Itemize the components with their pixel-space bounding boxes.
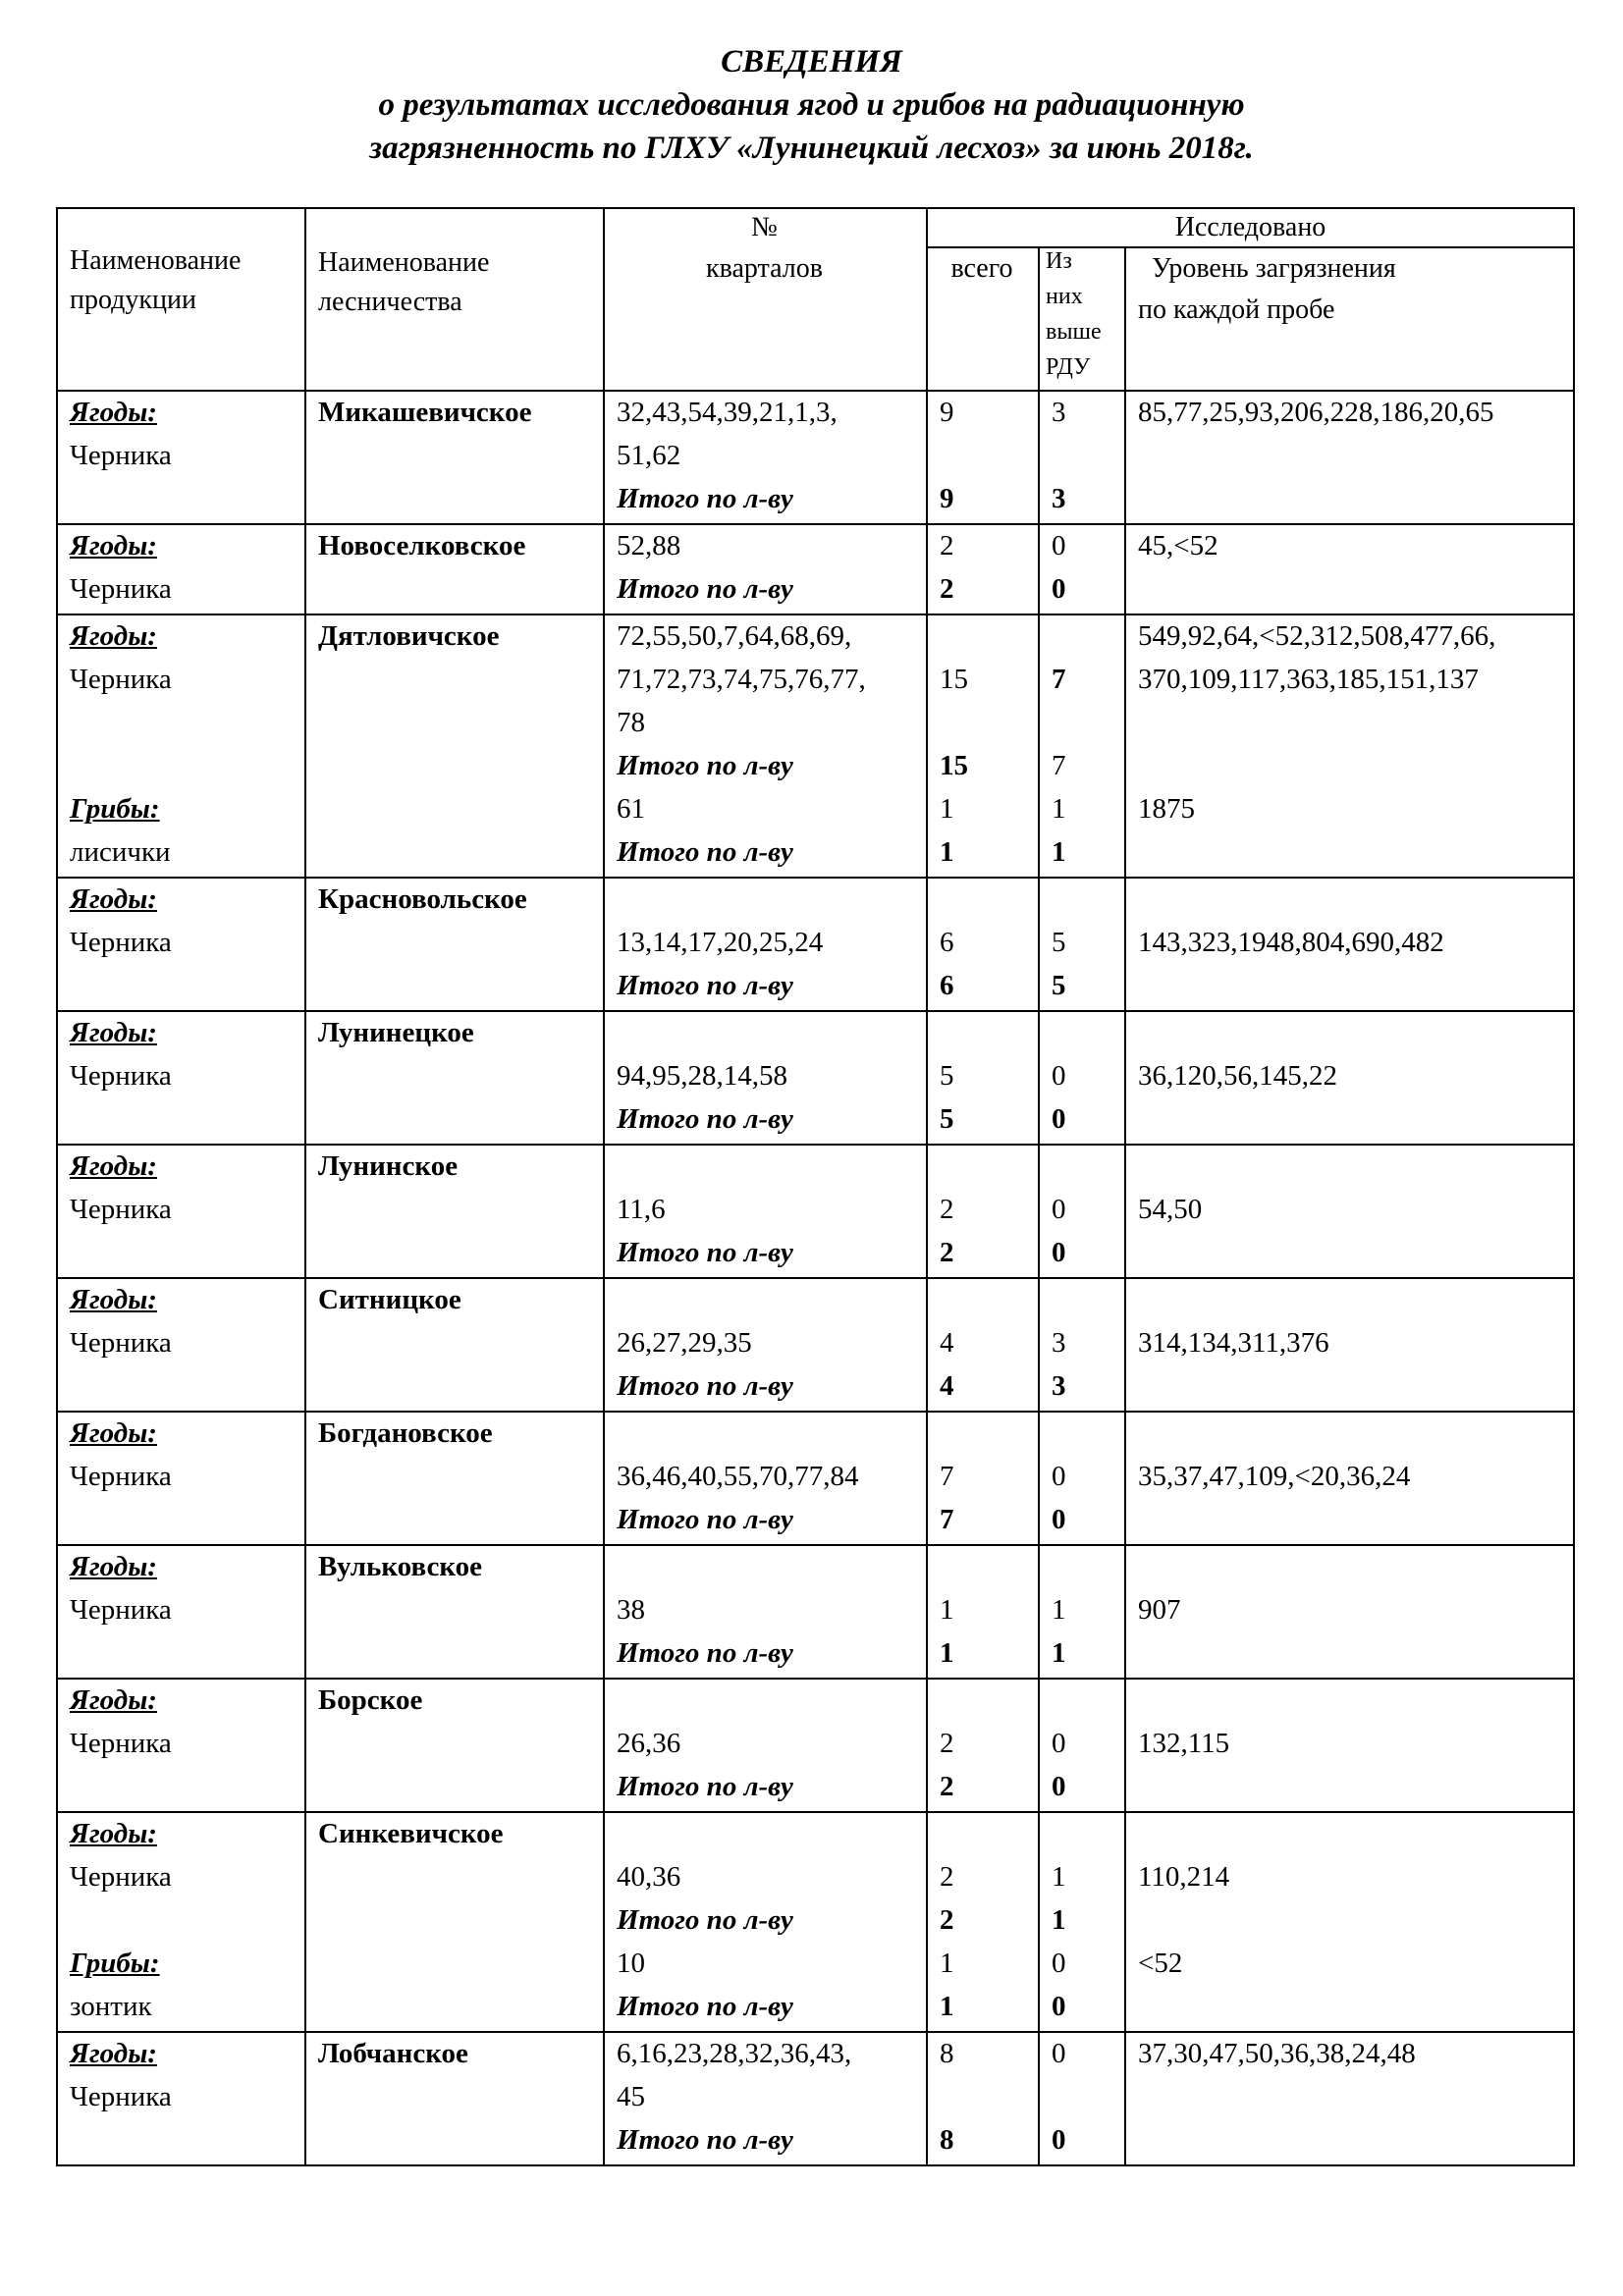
subtotal-label: Итого по л-ву bbox=[617, 1103, 793, 1135]
subtotal-label: Итого по л-ву bbox=[617, 1991, 793, 2022]
above-limit-count: 3 bbox=[1052, 1327, 1066, 1359]
subtotal-above-limit: 0 bbox=[1052, 1991, 1066, 2022]
contamination-level: 37,30,47,50,36,38,24,48 bbox=[1138, 2038, 1416, 2069]
quarter-list-line: 13,14,17,20,25,24 bbox=[617, 927, 824, 958]
table-horizontal-rule bbox=[56, 1544, 1575, 1546]
subtotal-above-limit: 0 bbox=[1052, 2124, 1066, 2156]
subtotal-label: Итого по л-ву bbox=[617, 1771, 793, 1802]
contamination-level: 35,37,47,109,<20,36,24 bbox=[1138, 1461, 1411, 1492]
forestry-name: Новоселковское bbox=[318, 530, 526, 561]
product-name: Черника bbox=[70, 440, 172, 471]
product-name: Черника bbox=[70, 2081, 172, 2112]
total-count: 2 bbox=[940, 530, 954, 561]
subtotal-total: 8 bbox=[940, 2124, 954, 2156]
total-count: 5 bbox=[940, 1060, 954, 1092]
product-category: Ягоды: bbox=[70, 2038, 157, 2069]
above-limit-count: 7 bbox=[1052, 664, 1066, 695]
forestry-name: Красновольское bbox=[318, 883, 527, 915]
subtotal-label: Итого по л-ву bbox=[617, 483, 793, 514]
forestry-name: Лунинское bbox=[318, 1150, 459, 1182]
product-name: Черника bbox=[70, 1194, 172, 1225]
subtotal-total: 2 bbox=[940, 573, 954, 605]
product-category: Ягоды: bbox=[70, 397, 157, 428]
above-limit-count: 5 bbox=[1052, 927, 1066, 958]
product-name: Черника bbox=[70, 573, 172, 605]
contamination-level: 45,<52 bbox=[1138, 530, 1218, 561]
subtotal-above-limit: 5 bbox=[1052, 970, 1066, 1001]
forestry-name: Борское bbox=[318, 1684, 423, 1716]
product-category: Ягоды: bbox=[70, 1551, 157, 1582]
subtotal-above-limit: 0 bbox=[1052, 1237, 1066, 1268]
product-category: Ягоды: bbox=[70, 1284, 157, 1315]
quarter-list-line: 26,27,29,35 bbox=[617, 1327, 752, 1359]
above-limit-count: 1 bbox=[1052, 793, 1066, 825]
forestry-name: Вульковское bbox=[318, 1551, 483, 1582]
report-title: СВЕДЕНИЯ bbox=[721, 44, 902, 80]
table-vertical-rule bbox=[1038, 246, 1040, 2165]
product-name: Черника bbox=[70, 1594, 172, 1626]
subtotal-label: Итого по л-ву bbox=[617, 1370, 793, 1402]
contamination-level: 549,92,64,<52,312,508,477,66, bbox=[1138, 620, 1496, 652]
forestry-name: Синкевичское bbox=[318, 1818, 504, 1849]
quarter-list-line: 11,6 bbox=[617, 1194, 666, 1225]
table-vertical-rule bbox=[304, 208, 306, 2165]
subtotal-total: 6 bbox=[940, 970, 954, 1001]
subtotal-label: Итого по л-ву bbox=[617, 750, 793, 781]
total-count: 1 bbox=[940, 1948, 954, 1979]
above-limit-count: 1 bbox=[1052, 1861, 1066, 1893]
subtotal-above-limit: 0 bbox=[1052, 573, 1066, 605]
product-category: Ягоды: bbox=[70, 530, 157, 561]
column-header-levels-per-sample: по каждой пробе bbox=[1138, 294, 1335, 325]
column-header-above-limit: выше bbox=[1046, 319, 1102, 345]
total-count: 1 bbox=[940, 1594, 954, 1626]
quarter-list-line: 52,88 bbox=[617, 530, 681, 561]
subtotal-label: Итого по л-ву bbox=[617, 573, 793, 605]
column-header-quarters-number: № bbox=[751, 212, 778, 242]
quarter-list-line: 40,36 bbox=[617, 1861, 681, 1893]
quarter-list-line: 26,36 bbox=[617, 1728, 681, 1759]
contamination-level: 36,120,56,145,22 bbox=[1138, 1060, 1337, 1092]
report-subtitle-line-2: загрязненность по ГЛХУ «Лунинецкий лесхоз» за июнь 2018г. bbox=[369, 131, 1254, 166]
column-header-total: всего bbox=[950, 253, 1013, 284]
table-horizontal-rule bbox=[56, 1144, 1575, 1146]
contamination-level: 907 bbox=[1138, 1594, 1181, 1626]
product-category: Ягоды: bbox=[70, 1818, 157, 1849]
table-vertical-rule bbox=[603, 208, 605, 2165]
subtotal-above-limit: 1 bbox=[1052, 1637, 1066, 1669]
product-name: Черника bbox=[70, 1728, 172, 1759]
subtotal-above-limit: 7 bbox=[1052, 750, 1066, 781]
subtotal-total: 5 bbox=[940, 1103, 954, 1135]
table-vertical-rule bbox=[56, 208, 58, 2165]
table-vertical-rule bbox=[1573, 208, 1575, 2165]
product-category: Грибы: bbox=[70, 1948, 160, 1979]
product-category: Ягоды: bbox=[70, 1417, 157, 1449]
total-count: 7 bbox=[940, 1461, 954, 1492]
product-name: Черника bbox=[70, 1461, 172, 1492]
column-header-quarters: кварталов bbox=[706, 253, 823, 284]
above-limit-count: 3 bbox=[1052, 397, 1066, 428]
quarter-list-line: 78 bbox=[617, 707, 645, 738]
column-header-above-limit: РДУ bbox=[1046, 354, 1091, 380]
subtotal-total: 15 bbox=[940, 750, 968, 781]
product-name: Черника bbox=[70, 664, 172, 695]
table-horizontal-rule bbox=[56, 390, 1575, 392]
total-count: 1 bbox=[940, 793, 954, 825]
subtotal-total: 2 bbox=[940, 1771, 954, 1802]
subtotal-label: Итого по л-ву bbox=[617, 1504, 793, 1535]
column-header-above-limit: Из bbox=[1046, 248, 1072, 274]
contamination-level: 85,77,25,93,206,228,186,20,65 bbox=[1138, 397, 1494, 428]
quarter-list-line: 51,62 bbox=[617, 440, 681, 471]
table-horizontal-rule bbox=[56, 207, 1575, 209]
contamination-level: <52 bbox=[1138, 1948, 1183, 1979]
contamination-level: 314,134,311,376 bbox=[1138, 1327, 1329, 1359]
subtotal-label: Итого по л-ву bbox=[617, 970, 793, 1001]
product-name: Черника bbox=[70, 927, 172, 958]
subtotal-total: 7 bbox=[940, 1504, 954, 1535]
subtotal-label: Итого по л-ву bbox=[617, 836, 793, 868]
product-category: Ягоды: bbox=[70, 1150, 157, 1182]
subtotal-total: 4 bbox=[940, 1370, 954, 1402]
subtotal-above-limit: 0 bbox=[1052, 1504, 1066, 1535]
quarter-list-line: 32,43,54,39,21,1,3, bbox=[617, 397, 838, 428]
forestry-name: Лунинецкое bbox=[318, 1017, 474, 1048]
above-limit-count: 0 bbox=[1052, 1728, 1066, 1759]
quarter-list-line: 61 bbox=[617, 793, 645, 825]
results-table bbox=[56, 208, 1575, 2156]
table-vertical-rule bbox=[926, 208, 928, 2165]
table-horizontal-rule bbox=[56, 2031, 1575, 2033]
above-limit-count: 0 bbox=[1052, 2038, 1066, 2069]
column-header-researched: Исследовано bbox=[1174, 212, 1326, 242]
total-count: 8 bbox=[940, 2038, 954, 2069]
forestry-name: Дятловичское bbox=[318, 620, 500, 652]
table-horizontal-rule bbox=[56, 1811, 1575, 1813]
product-name: Черника bbox=[70, 1861, 172, 1893]
product-category: Ягоды: bbox=[70, 883, 157, 915]
table-vertical-rule bbox=[1124, 246, 1126, 2165]
above-limit-count: 0 bbox=[1052, 1060, 1066, 1092]
product-category: Ягоды: bbox=[70, 1017, 157, 1048]
total-count: 6 bbox=[940, 927, 954, 958]
subtotal-above-limit: 0 bbox=[1052, 1103, 1066, 1135]
table-horizontal-rule bbox=[926, 246, 1575, 248]
table-horizontal-rule bbox=[56, 2164, 1575, 2166]
subtotal-label: Итого по л-ву bbox=[617, 1237, 793, 1268]
subtotal-above-limit: 3 bbox=[1052, 1370, 1066, 1402]
subtotal-total: 2 bbox=[940, 1237, 954, 1268]
subtotal-total: 1 bbox=[940, 1991, 954, 2022]
forestry-name: Микашевичское bbox=[318, 397, 532, 428]
subtotal-total: 2 bbox=[940, 1904, 954, 1936]
product-name: Черника bbox=[70, 1327, 172, 1359]
above-limit-count: 0 bbox=[1052, 1948, 1066, 1979]
quarter-list-line: 72,55,50,7,64,68,69, bbox=[617, 620, 852, 652]
product-category: Ягоды: bbox=[70, 620, 157, 652]
column-header-levels: Уровень загрязнения bbox=[1152, 253, 1396, 284]
quarter-list-line: 6,16,23,28,32,36,43, bbox=[617, 2038, 852, 2069]
above-limit-count: 0 bbox=[1052, 1461, 1066, 1492]
product-name: зонтик bbox=[70, 1991, 152, 2022]
table-horizontal-rule bbox=[56, 614, 1575, 615]
table-horizontal-rule bbox=[56, 523, 1575, 525]
above-limit-count: 1 bbox=[1052, 1594, 1066, 1626]
product-category: Грибы: bbox=[70, 793, 160, 825]
total-count: 2 bbox=[940, 1861, 954, 1893]
subtotal-total: 1 bbox=[940, 836, 954, 868]
above-limit-count: 0 bbox=[1052, 1194, 1066, 1225]
column-header-above-limit: них bbox=[1046, 284, 1083, 309]
subtotal-above-limit: 1 bbox=[1052, 836, 1066, 868]
contamination-level: 1875 bbox=[1138, 793, 1195, 825]
column-header-product: Наименование продукции bbox=[70, 245, 242, 315]
contamination-level: 143,323,1948,804,690,482 bbox=[1138, 927, 1444, 958]
total-count: 2 bbox=[940, 1728, 954, 1759]
table-horizontal-rule bbox=[56, 877, 1575, 879]
quarter-list-line: 38 bbox=[617, 1594, 645, 1626]
total-count: 4 bbox=[940, 1327, 954, 1359]
column-header-forestry: Наименование лесничества bbox=[318, 247, 490, 317]
table-horizontal-rule bbox=[56, 1411, 1575, 1413]
subtotal-label: Итого по л-ву bbox=[617, 2124, 793, 2156]
quarter-list-line: 71,72,73,74,75,76,77, bbox=[617, 664, 866, 695]
subtotal-label: Итого по л-ву bbox=[617, 1637, 793, 1669]
subtotal-total: 1 bbox=[940, 1637, 954, 1669]
subtotal-above-limit: 0 bbox=[1052, 1771, 1066, 1802]
product-category: Ягоды: bbox=[70, 1684, 157, 1716]
contamination-level: 132,115 bbox=[1138, 1728, 1230, 1759]
forestry-name: Богдановское bbox=[318, 1417, 493, 1449]
quarter-list-line: 36,46,40,55,70,77,84 bbox=[617, 1461, 859, 1492]
contamination-level: 110,214 bbox=[1138, 1861, 1230, 1893]
product-name: лисички bbox=[70, 836, 171, 868]
product-name: Черника bbox=[70, 1060, 172, 1092]
report-subtitle-line-1: о результатах исследования ягод и грибов на радиационную bbox=[378, 87, 1245, 123]
total-count: 2 bbox=[940, 1194, 954, 1225]
quarter-list-line: 10 bbox=[617, 1948, 645, 1979]
quarter-list-line: 45 bbox=[617, 2081, 645, 2112]
table-horizontal-rule bbox=[56, 1010, 1575, 1012]
total-count: 9 bbox=[940, 397, 954, 428]
contamination-level: 54,50 bbox=[1138, 1194, 1203, 1225]
subtotal-label: Итого по л-ву bbox=[617, 1904, 793, 1936]
contamination-level: 370,109,117,363,185,151,137 bbox=[1138, 664, 1479, 695]
forestry-name: Лобчанское bbox=[318, 2038, 468, 2069]
table-horizontal-rule bbox=[56, 1678, 1575, 1680]
quarter-list-line: 94,95,28,14,58 bbox=[617, 1060, 787, 1092]
above-limit-count: 0 bbox=[1052, 530, 1066, 561]
table-horizontal-rule bbox=[56, 1277, 1575, 1279]
subtotal-above-limit: 3 bbox=[1052, 483, 1066, 514]
total-count: 15 bbox=[940, 664, 968, 695]
subtotal-above-limit: 1 bbox=[1052, 1904, 1066, 1936]
forestry-name: Ситницкое bbox=[318, 1284, 461, 1315]
subtotal-total: 9 bbox=[940, 483, 954, 514]
